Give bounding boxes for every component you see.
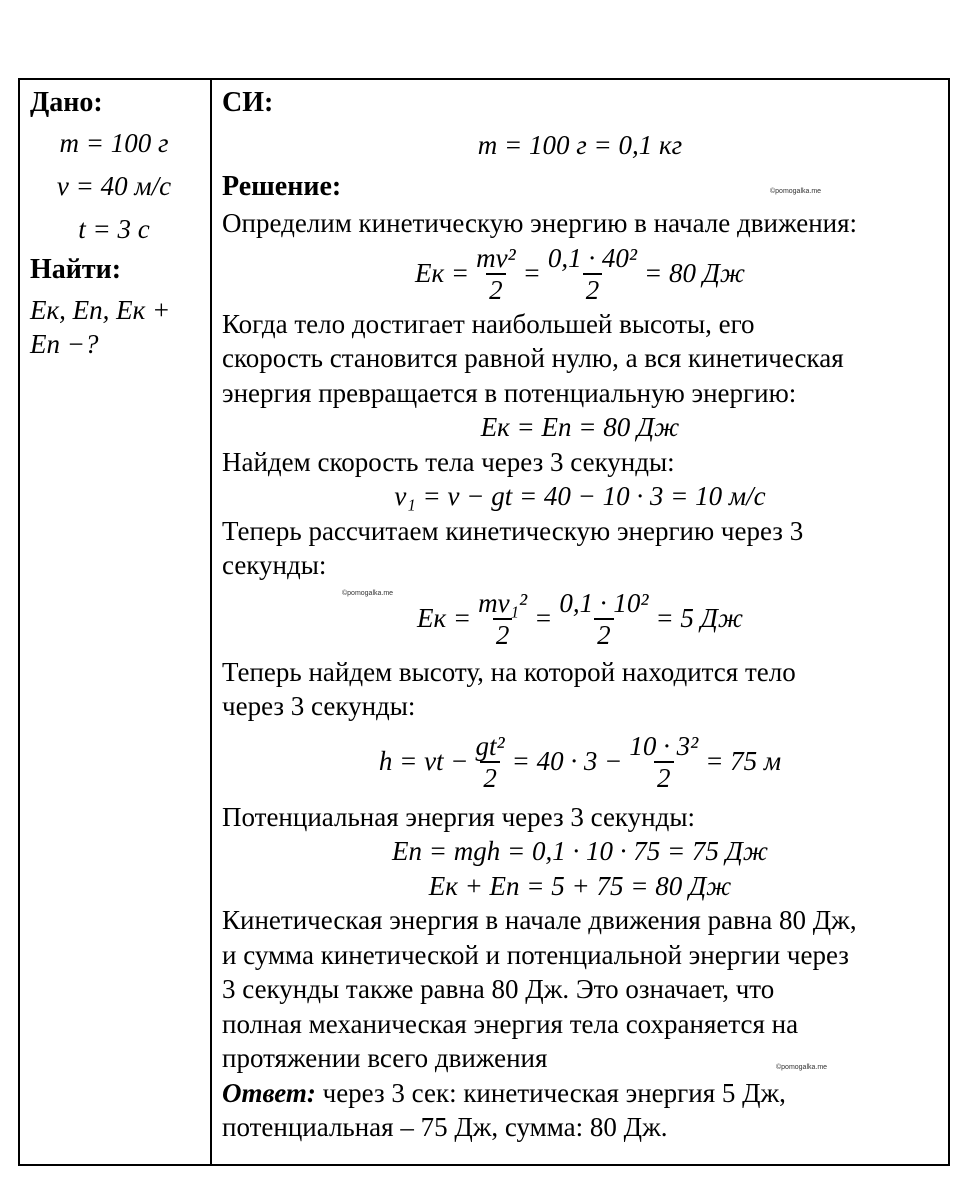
paragraph-3: Найдем скорость тела через 3 секунды: (222, 446, 675, 477)
paragraph-4-line-1: Теперь рассчитаем кинетическую энергию через 3 (222, 515, 804, 546)
find-title: Найти: (30, 254, 122, 285)
watermark-2: ©pomogalka.me (342, 590, 394, 597)
f4-eq: = (534, 603, 553, 633)
f1-num-1: mv² (476, 242, 516, 273)
f1-frac-1 (473, 243, 519, 305)
given-mass: m = 100 г (59, 128, 169, 158)
f1-frac-2 (545, 243, 640, 305)
paragraph-5-line-1: Теперь найдем высоту, на которой находится тело (222, 656, 796, 687)
given-time: t = 3 с (78, 214, 150, 244)
f4-frac-1 (475, 588, 530, 650)
f5-mid: = 40 · 3 − (511, 746, 623, 776)
formula-sum: Eк + Eп = 5 + 75 = 80 Дж (428, 870, 732, 901)
f4-den-2: 2 (594, 618, 614, 650)
paragraph-2-line-3: энергия превращается в потенциальную энергию: (222, 377, 797, 408)
f1-num-2: 0,1 · 40² (547, 242, 637, 273)
paragraph-5-line-2: через 3 секунды: (222, 691, 416, 721)
f5-num-1: gt² (475, 730, 505, 761)
answer-label: Ответ: (222, 1077, 316, 1108)
f4-num-2: 0,1 · 10² (559, 587, 649, 618)
paragraph-7-line-2: и сумма кинетической и потенциальной энергии через (222, 939, 849, 970)
f5-frac-1 (473, 731, 508, 793)
paragraph-2-line-1: Когда тело достигает наибольшей высоты, его (222, 308, 755, 339)
f1-den-2: 2 (583, 273, 603, 305)
formula-kinetic-3s (222, 583, 938, 655)
si-title: СИ: (222, 87, 274, 118)
solution-column (212, 80, 948, 1145)
given-column (20, 80, 210, 361)
solution-table (18, 78, 950, 1166)
find-line-2: Eп −? (30, 329, 99, 359)
f5-lhs: h = vt − (378, 746, 469, 776)
paragraph-2-line-2: скорость становится равной нулю, а вся кинетическая (222, 343, 844, 373)
answer-line-1 (222, 1076, 938, 1111)
f5-rhs: = 75 м (705, 746, 782, 776)
formula-height (222, 724, 938, 800)
f5-frac-2 (626, 731, 701, 793)
si-conversion: m = 100 г = 0,1 кг (477, 130, 683, 160)
watermark-1: ©pomogalka.me (770, 188, 822, 195)
f4-frac-2 (556, 588, 651, 650)
f4-num-1: mv₁² (478, 587, 528, 618)
formula-energy-equal: Eк = Eп = 80 Дж (480, 412, 680, 442)
answer-text-1: через 3 сек: кинетическая энергия 5 Дж, (315, 1077, 786, 1108)
find-line-1: Eк, Eп, Eк + (30, 295, 171, 325)
formula-velocity: v₁ = v − gt = 40 − 10 · 3 = 10 м/с (394, 481, 766, 511)
answer-line-2: потенциальная – 75 Дж, сумма: 80 Дж. (222, 1112, 668, 1142)
f4-lhs: Eк = (417, 603, 472, 633)
f4-den-1: 2 (493, 618, 513, 650)
f1-den-1: 2 (486, 273, 506, 305)
f1-lhs: Eк = (414, 258, 470, 288)
formula-kinetic-start (222, 241, 938, 307)
paragraph-1: Определим кинетическую энергию в начале движения: (222, 208, 858, 238)
f4-rhs: = 5 Дж (655, 603, 743, 633)
paragraph-7-line-5: протяжении всего движения (222, 1043, 548, 1073)
given-title: Дано: (30, 87, 103, 118)
paragraph-7-line-3: 3 секунды также равна 80 Дж. Это означает, что (222, 974, 775, 1004)
given-velocity: v = 40 м/с (56, 171, 172, 201)
f5-den-1: 2 (480, 761, 500, 793)
paragraph-7-line-4: полная механическая энергия тела сохраняется на (222, 1008, 799, 1039)
f1-rhs: = 80 Дж (644, 258, 746, 288)
f5-den-2: 2 (654, 761, 674, 793)
paragraph-7-line-1: Кинетическая энергия в начале движения равна 80 Дж, (222, 905, 857, 935)
f1-eq: = (522, 258, 541, 288)
formula-potential: Eп = mgh = 0,1 · 10 · 75 = 75 Дж (392, 836, 768, 866)
solution-title: Решение: (222, 171, 342, 202)
watermark-3: ©pomogalka.me (776, 1064, 828, 1071)
paragraph-4-line-2: секунды: (222, 550, 327, 580)
paragraph-6: Потенциальная энергия через 3 секунды: (222, 801, 696, 832)
f5-num-2: 10 · 3² (629, 730, 699, 761)
